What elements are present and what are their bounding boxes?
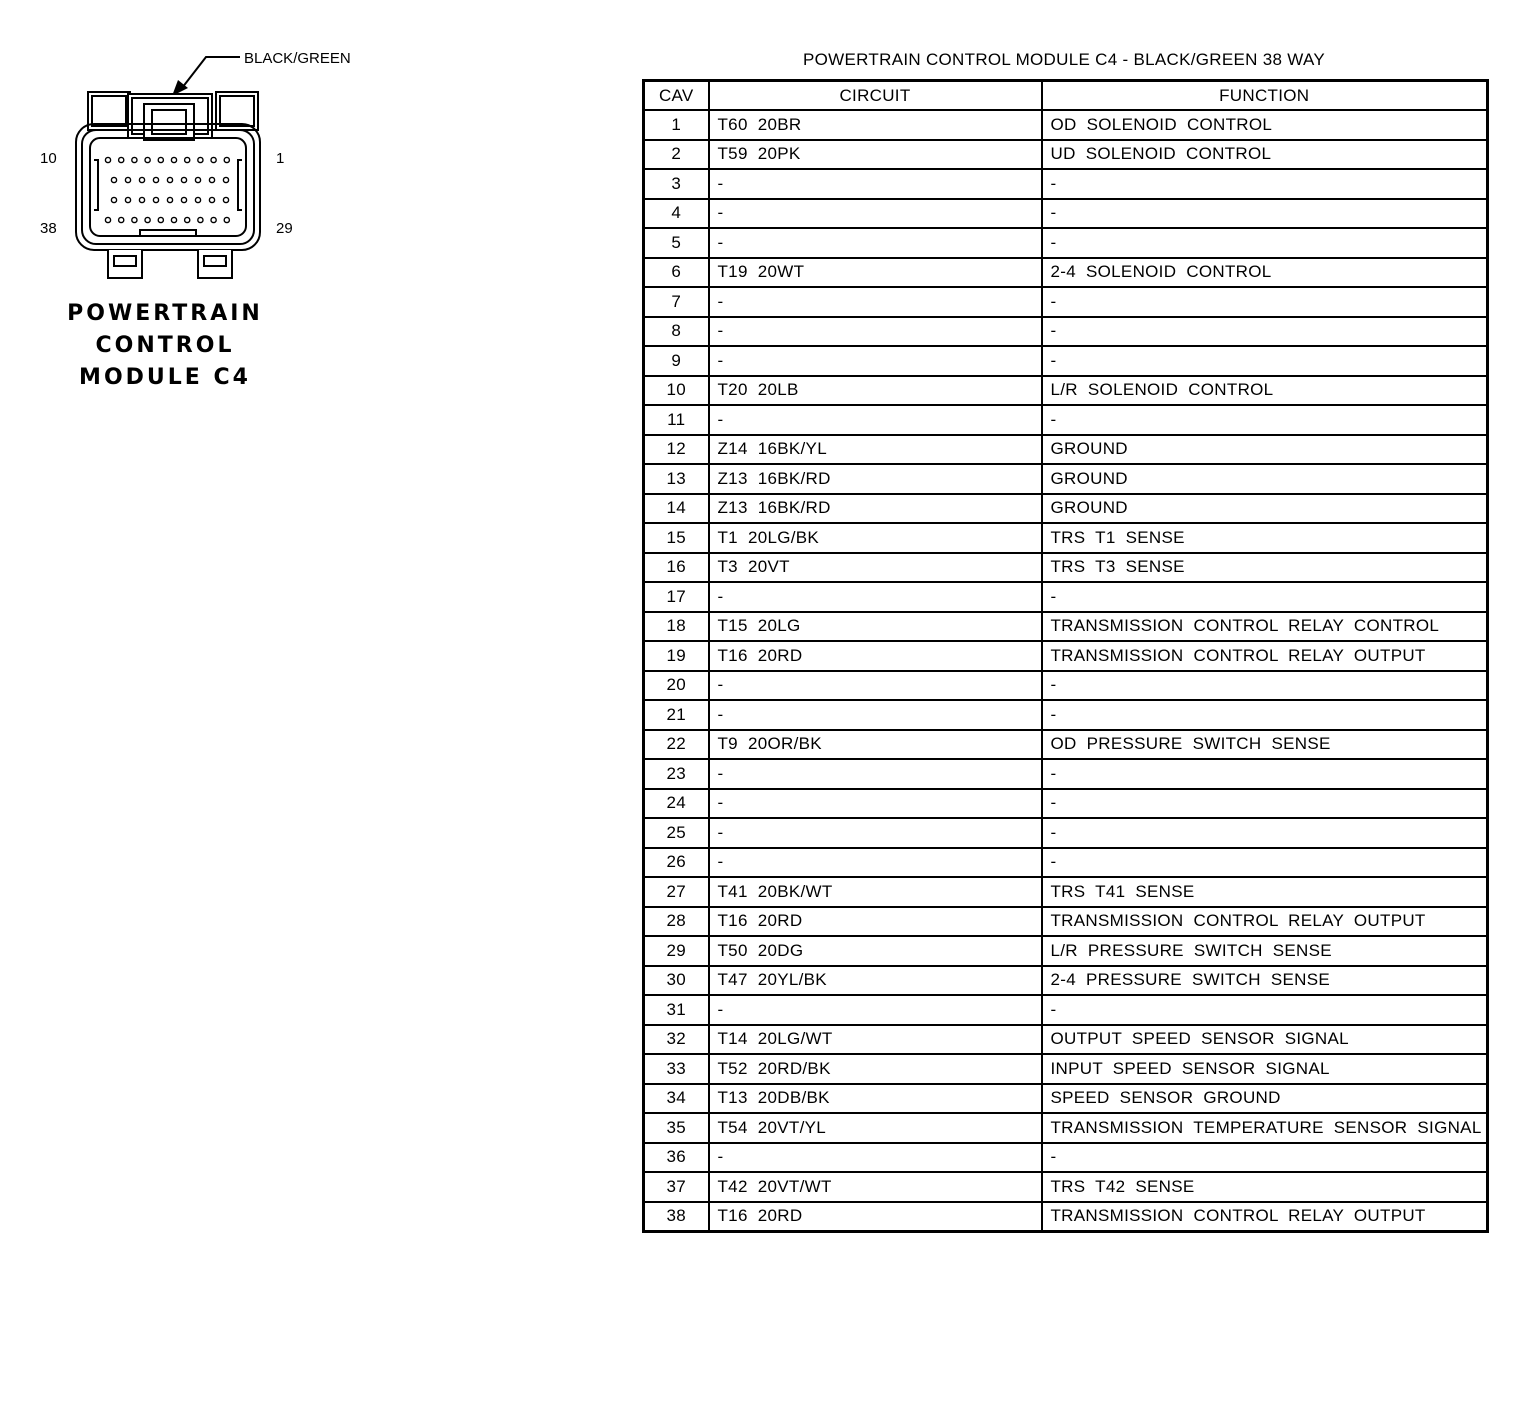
pin-cavity — [211, 157, 216, 162]
pin-label-top-right: 1 — [276, 150, 285, 167]
pin-cavity — [139, 177, 144, 182]
function-cell: TRANSMISSION CONTROL RELAY OUTPUT — [1042, 1202, 1488, 1232]
table-row — [644, 759, 1488, 789]
circuit-cell: - — [709, 671, 1042, 701]
function-cell: 2-4 SOLENOID CONTROL — [1042, 258, 1488, 288]
circuit-cell: Z13 16BK/RD — [709, 464, 1042, 494]
table-row — [644, 1172, 1488, 1202]
pinout-table-body — [644, 110, 1488, 1231]
cav-cell: 21 — [644, 700, 709, 730]
pin-cavity — [185, 157, 190, 162]
cav-cell: 19 — [644, 641, 709, 671]
function-cell: - — [1042, 287, 1488, 317]
pin-cavity — [181, 197, 186, 202]
circuit-cell: T50 20DG — [709, 936, 1042, 966]
pin-cavity — [224, 157, 229, 162]
table-row — [644, 169, 1488, 199]
table-row — [644, 199, 1488, 229]
pin-cavity — [185, 217, 190, 222]
table-row — [644, 1113, 1488, 1143]
circuit-cell: T15 20LG — [709, 612, 1042, 642]
cav-cell: 24 — [644, 789, 709, 819]
module-name-line-2: CONTROL — [95, 333, 235, 358]
function-cell: GROUND — [1042, 435, 1488, 465]
table-row — [644, 110, 1488, 140]
header-cav: CAV — [644, 81, 709, 111]
pin-cavity — [211, 217, 216, 222]
table-row — [644, 966, 1488, 996]
table-row — [644, 1143, 1488, 1173]
table-row — [644, 907, 1488, 937]
cav-cell: 23 — [644, 759, 709, 789]
circuit-cell: T52 20RD/BK — [709, 1054, 1042, 1084]
pin-cavity — [153, 177, 158, 182]
function-cell: TRANSMISSION TEMPERATURE SENSOR SIGNAL — [1042, 1113, 1488, 1143]
table-row — [644, 1202, 1488, 1232]
pin-cavity — [224, 217, 229, 222]
table-row — [644, 1025, 1488, 1055]
cav-cell: 20 — [644, 671, 709, 701]
circuit-cell: T9 20OR/BK — [709, 730, 1042, 760]
function-cell: TRS T1 SENSE — [1042, 523, 1488, 553]
function-cell: - — [1042, 317, 1488, 347]
table-row — [644, 464, 1488, 494]
cav-cell: 1 — [644, 110, 709, 140]
table-row — [644, 317, 1488, 347]
pin-cavity — [171, 157, 176, 162]
table-row — [644, 789, 1488, 819]
cav-cell: 2 — [644, 140, 709, 170]
module-name — [65, 298, 265, 394]
connector-bottom-tabs — [108, 250, 232, 278]
pin-cavity — [119, 217, 124, 222]
cav-cell: 16 — [644, 553, 709, 583]
cav-cell: 26 — [644, 848, 709, 878]
function-cell: - — [1042, 789, 1488, 819]
pin-cavity — [158, 157, 163, 162]
pin-cavity — [105, 217, 110, 222]
circuit-cell: - — [709, 700, 1042, 730]
cav-cell: 22 — [644, 730, 709, 760]
pin-cavity — [167, 177, 172, 182]
function-cell: UD SOLENOID CONTROL — [1042, 140, 1488, 170]
circuit-cell: - — [709, 199, 1042, 229]
connector-diagram — [20, 30, 380, 410]
function-cell: L/R PRESSURE SWITCH SENSE — [1042, 936, 1488, 966]
function-cell: - — [1042, 582, 1488, 612]
cav-cell: 7 — [644, 287, 709, 317]
function-cell: TRS T42 SENSE — [1042, 1172, 1488, 1202]
circuit-cell: T47 20YL/BK — [709, 966, 1042, 996]
pin-cavity — [223, 197, 228, 202]
function-cell: - — [1042, 818, 1488, 848]
function-cell: - — [1042, 1143, 1488, 1173]
circuit-cell: T1 20LG/BK — [709, 523, 1042, 553]
cav-cell: 6 — [644, 258, 709, 288]
module-name-line-3: MODULE C4 — [79, 365, 251, 390]
circuit-cell: - — [709, 169, 1042, 199]
circuit-cell: T16 20RD — [709, 907, 1042, 937]
pin-cavity — [209, 197, 214, 202]
pin-cavity — [145, 157, 150, 162]
function-cell: TRS T41 SENSE — [1042, 877, 1488, 907]
cav-cell: 9 — [644, 346, 709, 376]
table-row — [644, 287, 1488, 317]
function-cell: - — [1042, 759, 1488, 789]
table-row — [644, 671, 1488, 701]
cav-cell: 28 — [644, 907, 709, 937]
function-cell: - — [1042, 405, 1488, 435]
leader-arrow — [182, 57, 240, 88]
pin-cavity — [158, 217, 163, 222]
pin-cavity — [209, 177, 214, 182]
table-row — [644, 582, 1488, 612]
cav-cell: 25 — [644, 818, 709, 848]
pin-cavity — [195, 177, 200, 182]
function-cell: GROUND — [1042, 464, 1488, 494]
function-cell: SPEED SENSOR GROUND — [1042, 1084, 1488, 1114]
pin-cavity — [167, 197, 172, 202]
pin-label-bottom-right: 29 — [276, 220, 293, 237]
table-row — [644, 730, 1488, 760]
table-row — [644, 818, 1488, 848]
circuit-cell: - — [709, 1143, 1042, 1173]
pin-cavity — [195, 197, 200, 202]
pin-cavity — [198, 217, 203, 222]
circuit-cell: T41 20BK/WT — [709, 877, 1042, 907]
table-header-row — [644, 81, 1488, 111]
table-row — [644, 228, 1488, 258]
cav-cell: 11 — [644, 405, 709, 435]
cav-cell: 12 — [644, 435, 709, 465]
circuit-cell: - — [709, 789, 1042, 819]
pin-cavity — [198, 157, 203, 162]
circuit-cell: T16 20RD — [709, 1202, 1042, 1232]
table-row — [644, 140, 1488, 170]
cav-cell: 14 — [644, 494, 709, 524]
table-row — [644, 405, 1488, 435]
pin-cavity — [223, 177, 228, 182]
function-cell: - — [1042, 671, 1488, 701]
cav-cell: 10 — [644, 376, 709, 406]
circuit-cell: T3 20VT — [709, 553, 1042, 583]
cav-cell: 17 — [644, 582, 709, 612]
cav-cell: 32 — [644, 1025, 709, 1055]
pin-cavity — [132, 217, 137, 222]
cav-cell: 36 — [644, 1143, 709, 1173]
pin-cavity — [181, 177, 186, 182]
table-row — [644, 553, 1488, 583]
pin-cavity — [111, 177, 116, 182]
function-cell: OUTPUT SPEED SENSOR SIGNAL — [1042, 1025, 1488, 1055]
connector-illustration — [20, 30, 380, 310]
pin-cavity-grid — [105, 157, 229, 222]
table-row — [644, 612, 1488, 642]
pin-cavity — [132, 157, 137, 162]
table-row — [644, 700, 1488, 730]
header-function: FUNCTION — [1042, 81, 1488, 111]
table-title: POWERTRAIN CONTROL MODULE C4 - BLACK/GREEN 38 WAY — [803, 50, 1325, 69]
table-row — [644, 936, 1488, 966]
table-row — [644, 877, 1488, 907]
function-cell: - — [1042, 848, 1488, 878]
function-cell: - — [1042, 169, 1488, 199]
circuit-cell: T19 20WT — [709, 258, 1042, 288]
circuit-cell: - — [709, 848, 1042, 878]
function-cell: GROUND — [1042, 494, 1488, 524]
pin-cavity — [153, 197, 158, 202]
cav-cell: 31 — [644, 995, 709, 1025]
table-row — [644, 995, 1488, 1025]
cav-cell: 34 — [644, 1084, 709, 1114]
cav-cell: 37 — [644, 1172, 709, 1202]
circuit-cell: - — [709, 346, 1042, 376]
cav-cell: 3 — [644, 169, 709, 199]
cav-cell: 27 — [644, 877, 709, 907]
function-cell: OD PRESSURE SWITCH SENSE — [1042, 730, 1488, 760]
pin-label-top-left: 10 — [40, 150, 57, 167]
function-cell: TRS T3 SENSE — [1042, 553, 1488, 583]
cav-cell: 18 — [644, 612, 709, 642]
cav-cell: 38 — [644, 1202, 709, 1232]
function-cell: 2-4 PRESSURE SWITCH SENSE — [1042, 966, 1488, 996]
circuit-cell: T16 20RD — [709, 641, 1042, 671]
circuit-cell: T20 20LB — [709, 376, 1042, 406]
circuit-cell: - — [709, 818, 1042, 848]
table-row — [644, 435, 1488, 465]
function-cell: - — [1042, 346, 1488, 376]
cav-cell: 13 — [644, 464, 709, 494]
table-row — [644, 376, 1488, 406]
pin-label-bottom-left: 38 — [40, 220, 57, 237]
pinout-table — [642, 79, 1489, 1233]
function-cell: TRANSMISSION CONTROL RELAY OUTPUT — [1042, 641, 1488, 671]
circuit-cell: - — [709, 995, 1042, 1025]
pin-cavity — [171, 217, 176, 222]
table-row — [644, 641, 1488, 671]
pin-cavity — [105, 157, 110, 162]
header-circuit: CIRCUIT — [709, 81, 1042, 111]
circuit-cell: T13 20DB/BK — [709, 1084, 1042, 1114]
module-name-line-1: POWERTRAIN — [67, 301, 263, 326]
cav-cell: 35 — [644, 1113, 709, 1143]
table-row — [644, 258, 1488, 288]
table-row — [644, 523, 1488, 553]
connector-top-latch — [88, 92, 258, 140]
cav-cell: 29 — [644, 936, 709, 966]
table-row — [644, 494, 1488, 524]
function-cell: - — [1042, 700, 1488, 730]
table-row — [644, 1054, 1488, 1084]
table-row — [644, 1084, 1488, 1114]
function-cell: OD SOLENOID CONTROL — [1042, 110, 1488, 140]
function-cell: TRANSMISSION CONTROL RELAY CONTROL — [1042, 612, 1488, 642]
circuit-cell: Z13 16BK/RD — [709, 494, 1042, 524]
circuit-cell: T60 20BR — [709, 110, 1042, 140]
circuit-cell: T42 20VT/WT — [709, 1172, 1042, 1202]
table-row — [644, 346, 1488, 376]
circuit-cell: - — [709, 582, 1042, 612]
pin-cavity — [125, 197, 130, 202]
circuit-cell: - — [709, 759, 1042, 789]
circuit-cell: T14 20LG/WT — [709, 1025, 1042, 1055]
circuit-cell: T54 20VT/YL — [709, 1113, 1042, 1143]
circuit-cell: - — [709, 228, 1042, 258]
connector-body — [76, 124, 260, 250]
circuit-cell: Z14 16BK/YL — [709, 435, 1042, 465]
cav-cell: 8 — [644, 317, 709, 347]
cav-cell: 30 — [644, 966, 709, 996]
function-cell: TRANSMISSION CONTROL RELAY OUTPUT — [1042, 907, 1488, 937]
cav-cell: 15 — [644, 523, 709, 553]
function-cell: INPUT SPEED SENSOR SIGNAL — [1042, 1054, 1488, 1084]
function-cell: L/R SOLENOID CONTROL — [1042, 376, 1488, 406]
connector-color-label: BLACK/GREEN — [244, 50, 351, 67]
function-cell: - — [1042, 995, 1488, 1025]
pin-cavity — [111, 197, 116, 202]
function-cell: - — [1042, 228, 1488, 258]
circuit-cell: - — [709, 317, 1042, 347]
circuit-cell: T59 20PK — [709, 140, 1042, 170]
table-row — [644, 848, 1488, 878]
pin-cavity — [139, 197, 144, 202]
pin-cavity — [145, 217, 150, 222]
cav-cell: 4 — [644, 199, 709, 229]
cav-cell: 5 — [644, 228, 709, 258]
circuit-cell: - — [709, 287, 1042, 317]
pin-cavity — [119, 157, 124, 162]
circuit-cell: - — [709, 405, 1042, 435]
cav-cell: 33 — [644, 1054, 709, 1084]
pin-cavity — [125, 177, 130, 182]
function-cell: - — [1042, 199, 1488, 229]
